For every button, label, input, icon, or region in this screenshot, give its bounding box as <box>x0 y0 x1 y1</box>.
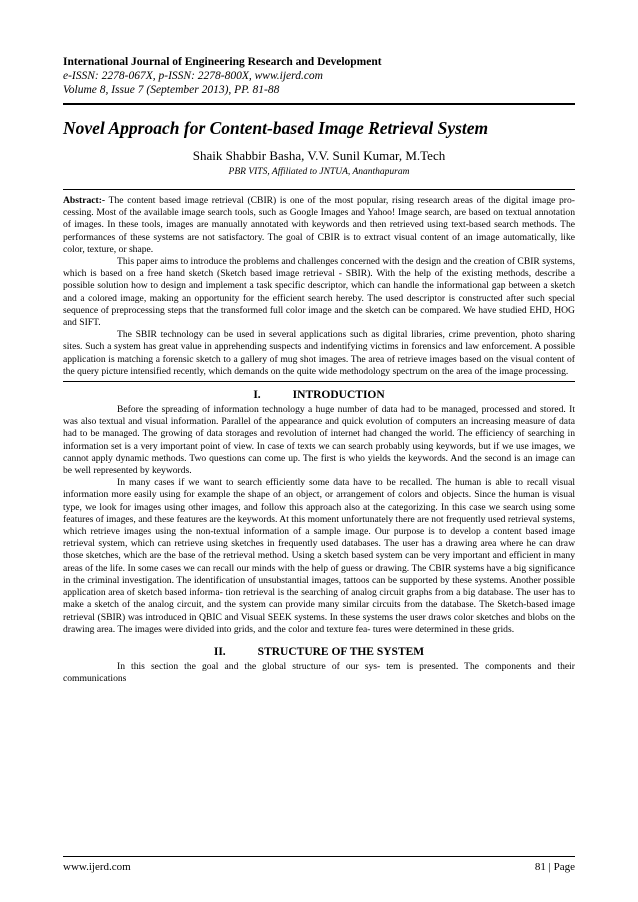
journal-issn: e-ISSN: 2278-067X, p-ISSN: 2278-800X, www.ijerd.com <box>63 70 323 82</box>
footer-website: www.ijerd.com <box>63 861 131 873</box>
abstract-paragraph-3: The SBIR technology can be used in several applications such as digital libraries, crime prevention, photo sharing sites. Such a system has great value in apprehending suspects and indentifying victims in forensics and law enforcement. A possible application is matching a forensic sketch to a gallery of mug shot images. The area of retrieve images based on the visual content of the query picture intensified recently, which demands on the quite wide methodology spectrum on the area of the image processing. <box>63 329 575 377</box>
abstract-paragraph-1 <box>63 195 575 256</box>
footer-page-number: 81 | Page <box>534 861 575 873</box>
journal-header <box>63 55 575 97</box>
abstract-paragraph-2: This paper aims to introduce the problems and challenges concerned with the design and the creation of CBIR systems, which is based on a free hand sketch (Sketch based image retrieval - SBIR). With the help of the existing methods, describe a possible solution how to design and implement a task specific descriptor, which can handle the informational gap between a sketch and a colored image, making an opportunity for the efficient search hereby. The used descriptor is constructed after such special sequence of preprocessing steps that the transformed full color image and the sketch can be compared. We have studied EHD, HOG and SIFT. <box>63 256 575 329</box>
section-title: STRUCTURE OF THE SYSTEM <box>257 645 425 658</box>
paper-page <box>63 55 575 685</box>
section-heading-introduction <box>63 388 575 402</box>
journal-name: International Journal of Engineering Research and Development <box>63 56 382 68</box>
paper-authors: Shaik Shabbir Basha, V.V. Sunil Kumar, M.Tech <box>192 148 446 163</box>
abstract <box>63 195 575 378</box>
introduction-paragraph-2: In many cases if we want to search efficiently some data have to be recalled. The human is able to recall visual information more easily using for example the shape of an object, or arrangement of colors and objects. Since the human is visual type, we look for images using other images, and follow this approach also at the categorizing. In this case we search using some features of images, and these features are the keywords. At this moment unfortunately there are not frequently used retrieval systems, which retrieve images using the non-textual information of a sample image. Our purpose is to develop a content based image retrieval system, which can retrieve using sketches in frequently used databases. The user has a drawing area where he can draw those sketches, which are the base of the retrieval method. Using a sketch based system can be very important and efficient in many areas of the life. In some cases we can recall our minds with the help of guess or drawing. The CBIR systems have a big significance in the criminal investigation. The identification of unsubstantial images, tattoos can be supported by these systems. Another possible application area of sketch based informa- tion retrieval is the searching of analog circuit graphs from a big database. The user has to make a sketch of the analog circuit, and the system can provide many similar circuits from the database. The Sketch-based image retrieval (SBIR) was introduced in QBIC and Visual SEEK systems. In these systems the user draws color sketches and blobs on the drawing area. The images were divided into grids, and the color and texture fea- tures were determined in these grids. <box>63 477 575 635</box>
structure-body <box>63 661 575 685</box>
section-number: II. <box>213 645 226 658</box>
section-heading-structure <box>63 645 575 659</box>
structure-paragraph-1: In this section the goal and the global structure of our sys- tem is presented. The components and their communications <box>63 660 575 685</box>
section-title: INTRODUCTION <box>292 389 385 402</box>
abstract-separator <box>63 381 575 382</box>
introduction-paragraph-1: Before the spreading of information technology a huge number of data had to be managed, processed and stored. It was also textual and visual information. Parallel of the appearance and quick evolution of computers an increasing measure of data had to be managed. The growing of data storages and revolution of internet had changed the world. The efficiency of searching in information set is a very important point of view. In case of texts we can search probably using keywords, but if we use images, we cannot apply dynamic methods. Two questions can come up. The first is who yields the keywords. And the second is an image can be well represented by keywords. <box>63 404 575 477</box>
journal-volume: Volume 8, Issue 7 (September 2013), PP. 81-88 <box>63 84 280 96</box>
abstract-lead: Abstract:- <box>63 195 106 206</box>
paper-affiliation: PBR VITS, Affiliated to JNTUA, Ananthapuram <box>228 167 410 177</box>
title-separator <box>63 189 575 190</box>
header-rule <box>63 103 575 105</box>
abstract-text-1: The content based image retrieval (CBIR) is one of the most popular, rising research areas of the digital image pro- cessing. Most of the available image search tools, such as Google Images and Yahoo! Image search, are based on textual annotation of images. In these tools, images are manually annotated with keywords and then retrieved using text-based search methods. The performances of these systems are not satisfactory. The goal of CBIR is to extract visual content of an image automatically, like color, texture, or shape. <box>63 195 575 255</box>
page-footer <box>63 856 575 873</box>
introduction-body <box>63 404 575 636</box>
section-number: I. <box>253 389 261 402</box>
paper-title: Novel Approach for Content-based Image Retrieval System <box>63 118 489 138</box>
